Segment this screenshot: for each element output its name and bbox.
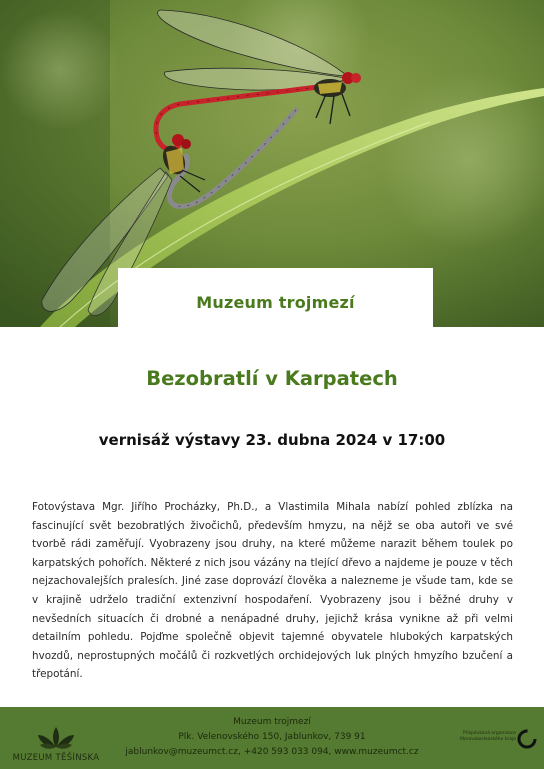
ring-logo-icon	[516, 728, 538, 750]
exhibition-title: Bezobratlí v Karpatech	[146, 367, 398, 390]
museum-name-box	[118, 268, 433, 330]
footer-address: Plk. Velenovského 150, Jablunkov, 739 91	[178, 732, 366, 742]
footer-contact: jablunkov@muzeumct.cz, +420 593 033 094, www.muzeumct.cz	[125, 747, 419, 757]
muzeum-tesinska-logo	[6, 725, 106, 767]
lotus-flower-icon	[36, 725, 76, 751]
footer-museum-name: Muzeum trojmezí	[233, 717, 311, 727]
footer	[0, 707, 544, 769]
logo-left-text: MUZEUM TĚŠÍNSKA	[12, 753, 100, 763]
opening-date: vernisáž výstavy 23. dubna 2024 v 17:00	[98, 431, 446, 449]
msk-organization-logo	[454, 727, 540, 765]
logo-right-text: Příspěvková organizace Moravskoslezského kraje	[459, 731, 516, 742]
footer-contact-block	[108, 715, 436, 760]
museum-name: Muzeum trojmezí	[196, 292, 355, 312]
exhibition-description: Fotovýstava Mgr. Jiřího Procházky, Ph.D., a Vlastimila Mihala nabízí pohled zblízka na fascinující svět bezobratlých živočichů, především hmyzu, na nějž se oba autoři ve své tvorbě rádi zaměřují. Vyobrazeny jsou druhy, na které můžeme narazit během toulek po karpatských pohořích. Některé z nich jsou vázány na tlející dřevo a najdeme je pouze v těch nejzachovalejších pralesích. Jiné zase doprovází člověka a nalezneme je všude tam, kde se v krajině udrželo tradiční extenzivní hospodaření. Vyobrazeny jsou i běžné druhy v nevšedních situacích či drobné a nenápadné druhy, jejichž krása vynikne až při velmi detailním pohledu. Pojďme společně objevit tajemné obyvatele hlubokých karpatských hvozdů, neprostupných močálů či rozkvetlých orchidejových luk plných hmyzího bzučení a třepotání.	[32, 501, 513, 681]
